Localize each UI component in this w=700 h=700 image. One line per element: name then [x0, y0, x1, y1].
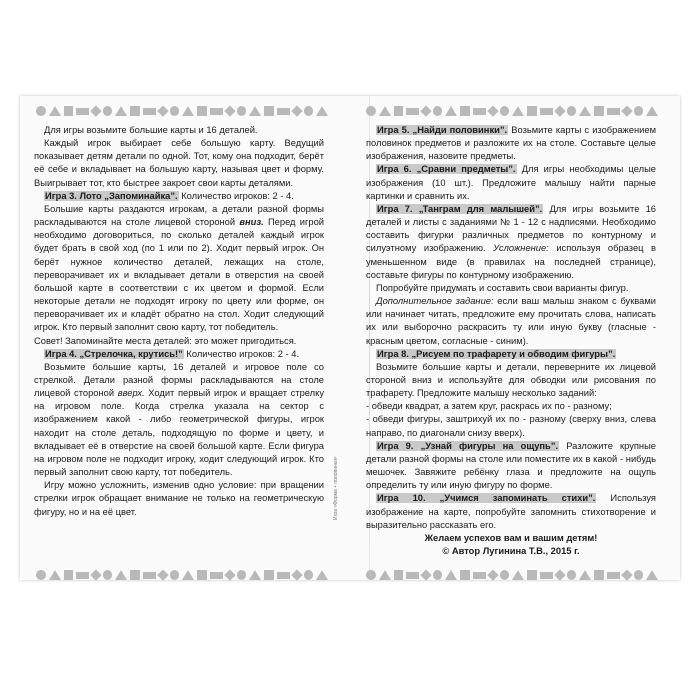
bottom-left-shape-border: [36, 566, 328, 584]
extra-task: Дополнительное задание: если ваш малыш знаком с буквами или начинает читать, предложите ему прочитать слова, написать их или выборочно раскрасить ту или иную букву (гласные - красным цветом, согласные - синим).: [366, 296, 656, 346]
game-3-title: Игра 3. Лото „Запоминайка”.: [45, 190, 178, 201]
game-5: Игра 5. „Найди половинки”. Возьмите карты с изображением половинок предметов и разложите их на столе. Составьте целые изображения, назовите предметы.: [366, 125, 657, 162]
game-7: Игра 7. „Танграм для малышей”. Для игры возьмите 16 деталей и листы с заданиями № 1 - 12 с надписями. Необходимо составить фигурки различных предметов по контурному и силуэтному изображению. Усложнение: используя образец в уменьшенном виде (в правилах на последней странице), составьте фигуры по контурному изображению.: [366, 203, 656, 280]
game-6: Игра 6. „Сравни предметы”. Для игры необходимы целые изображения (10 шт.). Предложите малышу найти парные картинки и сравнить их.: [366, 164, 656, 201]
top-right-shape-border: [366, 102, 658, 120]
wish-text: Желаем успехов вам и вашим детям!: [424, 532, 598, 543]
game-8-heading: [366, 348, 656, 361]
game-3-rules: Большие карты раздаются игрокам, а детали разной формы раскладываются на столе лицевой стороной вниз. Перед игрой необходимо договориться, по сколько деталей каждый игрок будет брать в свой ход (по 1 или по 2). Ходит первый игрок. Он берёт нужное количество деталей, лежащих на столе, переворачивает их и вкладывает детали в отверстия на своей большой карте в соответствии с их цветом и формой. Если некоторые детали не подходят игроку по цвету или форме, он переворачивает их и кладёт обратно на стол. Ходит следующий игрок. Кто первый заполнит свою карту, тот победитель.: [34, 203, 324, 333]
advice-text: Совет! Запоминайте места деталей: это может пригодиться.: [34, 335, 297, 346]
game-10-title: Игра 10. „Учимся запоминать стихи”.: [377, 493, 596, 504]
left-column: [34, 124, 324, 519]
game-9-title: Игра 9. „Узнай фигуры на ощупь”.: [377, 440, 559, 451]
game-5-title: Игра 5. „Найди половинки”.: [377, 125, 508, 135]
intro-text: Для игры возьмите большие карты и 16 деталей.: [44, 125, 258, 135]
game-8-rules: Возьмите большие карты и детали, переверните их лицевой стороной вниз и используйте для обводки или рисования по трафарету. Предложите малышу несколько заданий:: [366, 361, 656, 399]
game-6-title: Игра 6. „Сравни предметы”.: [377, 164, 516, 175]
side-note: Игра «Форма + половинки»: [333, 456, 339, 520]
game-8-title: Игра 8. „Рисуем по трафарету и обводим фигуры”.: [377, 348, 616, 359]
game-10: Игра 10. „Учимся запоминать стихи”. Используя изображение на карте, попробуйте запомнить стихотворение и выразительно рассказать его.: [366, 493, 656, 530]
game-4-variant: Игру можно усложнить, изменив одно условие: при вращении стрелки игрок обращает внимание не только на геометрическую фигуру, но и на её цвет.: [34, 480, 324, 517]
game-4-heading: Игра 4. „Стрелочка, крутись!” Количество игроков: 2 - 4.: [45, 348, 300, 359]
top-left-shape-border: [36, 102, 328, 120]
game-8-task-1: - обведи квадрат, а затем круг, раскрась их по - разному;: [366, 401, 612, 412]
bottom-right-shape-border: [366, 566, 658, 584]
author-credit: © Автор Лугинина Т.В., 2015 г.: [442, 546, 580, 556]
game-4-rules: Возьмите большие карты, 16 деталей и игровое поле со стрелкой. Детали разной формы раскладываются на столе лицевой стороной вверх. Ходит первый игрок и вращает стрелку на игровом поле. Когда стрелка указала на сектор с изображением какой - либо геометрической фигуры, игрок находит на столе деталь, подходящую по форме и цвету, и вкладывает её в отверстие на своей большой карте. Если фигура на игровом поле не подходит игроку, ходит следующий игрок. Кто первый заполнит свою карту, тот победитель.: [34, 361, 324, 478]
game-4-title: Игра 4. „Стрелочка, крутись!”: [45, 348, 183, 359]
game-2-rules: Каждый игрок выбирает себе большую карту. Ведущий показывает детям детали по одной. Тот, кому она подходит, берёт её себе и вкладывает на большую карту, называя цвет и форму. Выигрывает тот, кто быстрее закроет свои карты деталями.: [34, 138, 324, 188]
game-8-task-2: - обведи фигуры, заштрихуй их по - разному (сверху вниз, слева направо, по диагонали снизу вверх).: [366, 414, 656, 438]
game-3-heading: Игра 3. Лото „Запоминайка”. Количество игроков: 2 - 4.: [45, 190, 294, 201]
try-own-text: Попробуйте придумать и составить свои варианты фигур.: [376, 282, 629, 293]
right-column: [366, 124, 656, 558]
game-7-title: Игра 7. „Танграм для малышей”.: [377, 203, 543, 214]
game-9: Игра 9. „Узнай фигуры на ощупь”. Разложите крупные детали разной формы на столе или поместите их в какой - нибудь мешочек. Завяжите ребёнку глаза и предложите на ощупь определить ту или иную фигуру по форме.: [366, 440, 657, 491]
